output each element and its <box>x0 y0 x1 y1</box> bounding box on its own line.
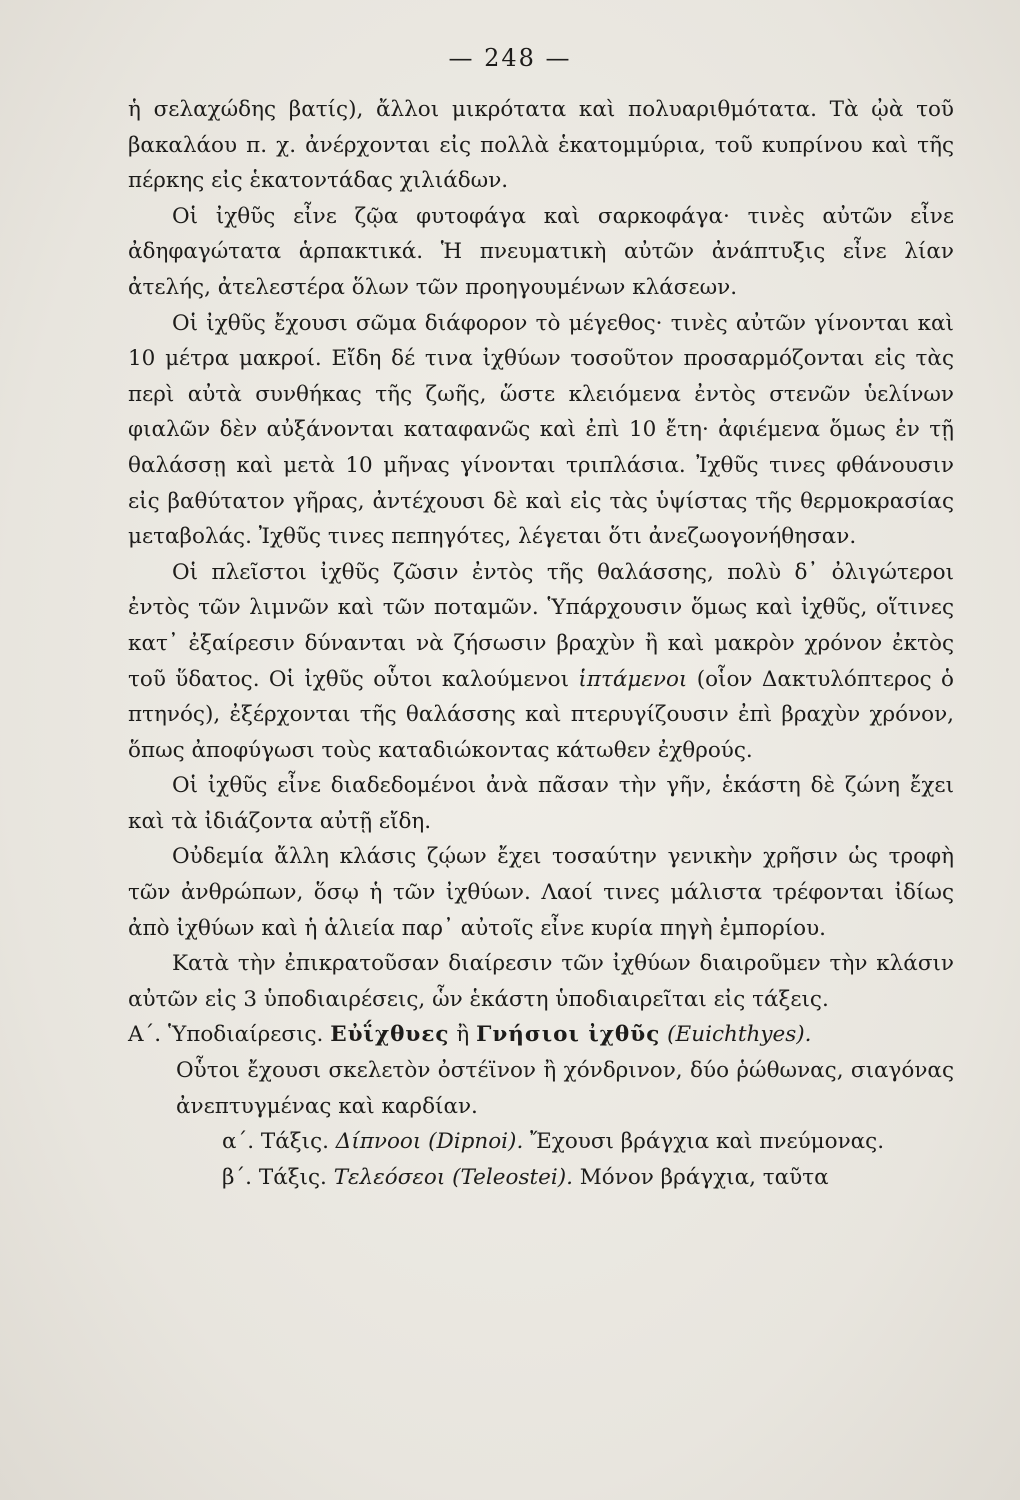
subdivision-description: Οὗτοι ἔχουσι σκελετὸν ὀστέϊνον ἢ χόνδρινον, δύο ῥώθωνας, σιαγόνας ἀνεπτυγμένας καὶ καρδίαν. <box>176 1058 954 1119</box>
order-description: Ἔχουσι βράγχια καὶ πνεύμονας. <box>530 1129 885 1155</box>
paragraph-diet: Οἱ ἰχθῦς εἶνε ζῷα φυτοφάγα καὶ σαρκοφάγα· τινὲς αὐτῶν εἶνε ἀδηφαγώτατα ἁρπακτικά. Ἡ πνευματικὴ αὐτῶν ἀνάπτυξις εἶνε λίαν ἀτελής, ἀτελεστέρα ὅλων τῶν προηγουμένων κλάσεων. <box>128 203 954 300</box>
paragraph-food-use: Οὐδεμία ἄλλη κλάσις ζῴων ἔχει τοσαύτην γενικὴν χρῆσιν ὡς τροφὴ τῶν ἀνθρώπων, ὅσῳ ἡ τῶν ἰχθύων. Λαοί τινες μάλιστα τρέφονται ἰδίως ἀπὸ ἰχθύων καὶ ἡ ἁλιεία παρ᾽ αὐτοῖς εἶνε κυρία πηγὴ ἐμπορίου. <box>128 844 954 941</box>
habitat-text: Οἱ πλεῖστοι ἰχθῦς ζῶσιν ἐντὸς τῆς θαλάσσης, πολὺ δ᾽ ὀλιγώτεροι ἐντὸς τῶν λιμνῶν καὶ τῶν ποταμῶν. Ὑπάρχουσιν ὅμως καὶ ἰχθῦς, οἵτινες κατ᾽ ἐξαίρεσιν δύνανται νὰ ζήσωσιν βραχὺν ἢ καὶ μακρὸν χρόνον ἐκτὸς τοῦ ὕδατος. Οἱ ἰχθῦς οὗτοι καλούμενοι <box>128 559 954 692</box>
order-dipnoi <box>128 1124 954 1160</box>
paragraph-habitat <box>128 555 954 769</box>
subdivision-heading <box>128 1017 954 1053</box>
paragraph-eggs: ἡ σελαχώδης βατίς), ἄλλοι μικρότατα καὶ πολυαριθμότατα. Τὰ ᾠὰ τοῦ βακαλάου π. χ. ἀνέρχονται εἰς πολλὰ ἑκατομμύρια, τοῦ κυπρίνου καὶ τῆς πέρκης εἰς ἑκατοντάδας χιλιάδων. <box>128 97 954 194</box>
flying-fish-term: ἱπτάμενοι <box>578 666 688 692</box>
order-greek-name: Δίπνοοι <box>335 1129 422 1155</box>
page-number: — 248 — <box>448 44 572 72</box>
subdivision-conj: ἢ <box>456 1022 470 1048</box>
paragraph-classification: Κατὰ τὴν ἐπικρατοῦσαν διαίρεσιν τῶν ἰχθύων διαιροῦμεν τὴν κλάσιν αὐτῶν εἰς 3 ὑποδιαιρέσεις, ὧν ἑκάστη ὑποδιαιρεῖται εἰς τάξεις. <box>128 951 954 1012</box>
order-latin-name: (Dipnoi). <box>428 1129 524 1155</box>
body-text <box>128 92 954 1195</box>
paragraph-distribution: Οἱ ἰχθῦς εἶνε διαδεδομένοι ἀνὰ πᾶσαν τὴν γῆν, ἑκάστη δὲ ζώνη ἔχει καὶ τὰ ἰδιάζοντα αὐτῇ εἴδη. <box>128 773 954 834</box>
order-label: β΄. Τάξις. <box>222 1164 327 1190</box>
order-greek-name: Τελεόσεοι <box>333 1164 446 1190</box>
subdivision-name: Εὐΐχθυες <box>330 1022 450 1048</box>
order-latin-name: (Teleostei). <box>452 1164 573 1190</box>
subdivision-latin: (Euichthyes). <box>667 1022 812 1048</box>
subdivision-label: Α΄. Ὑποδιαίρεσις. <box>128 1022 324 1048</box>
order-description: Μόνον βράγχια, ταῦτα <box>579 1164 829 1190</box>
paragraph-size: Οἱ ἰχθῦς ἔχουσι σῶμα διάφορον τὸ μέγεθος· τινὲς αὐτῶν γίνονται καὶ 10 μέτρα μακροί. Εἴδη δέ τινα ἰχθύων τοσοῦτον προσαρμόζονται εἰς τὰς περὶ αὐτὰ συνθήκας τῆς ζωῆς, ὥστε κλειόμενα ἐντὸς στενῶν ὑελίνων φιαλῶν δὲν αὐξάνονται καταφανῶς καὶ ἐπὶ 10 ἔτη· ἀφιέμενα ὅμως ἐν τῇ θαλάσσῃ καὶ μετὰ 10 μῆνας γίνονται τριπλάσια. Ἰχθῦς τινες φθάνουσιν εἰς βαθύτατον γῆρας, ἀντέχουσι δὲ καὶ εἰς τὰς ὑψίστας τῆς θερμοκρασίας μεταβολάς. Ἰχθῦς τινες πεπηγότες, λέγεται ὅτι ἀνεζωογονήθησαν. <box>128 310 954 550</box>
order-label: α΄. Τάξις. <box>222 1129 329 1155</box>
order-teleostei <box>128 1160 954 1196</box>
flying-fish-text: (οἷον Δακτυλόπτερος ὁ πτηνός), ἐξέρχονται τῆς θαλάσσης καὶ πτερυγίζουσιν ἐπὶ βραχὺν χρόνον, ὅπως ἀποφύγωσι τοὺς καταδιώκοντας κάτωθεν ἐχθρούς. <box>128 666 954 763</box>
subdivision-name-alt: Γνήσιοι ἰχθῦς <box>476 1022 661 1048</box>
